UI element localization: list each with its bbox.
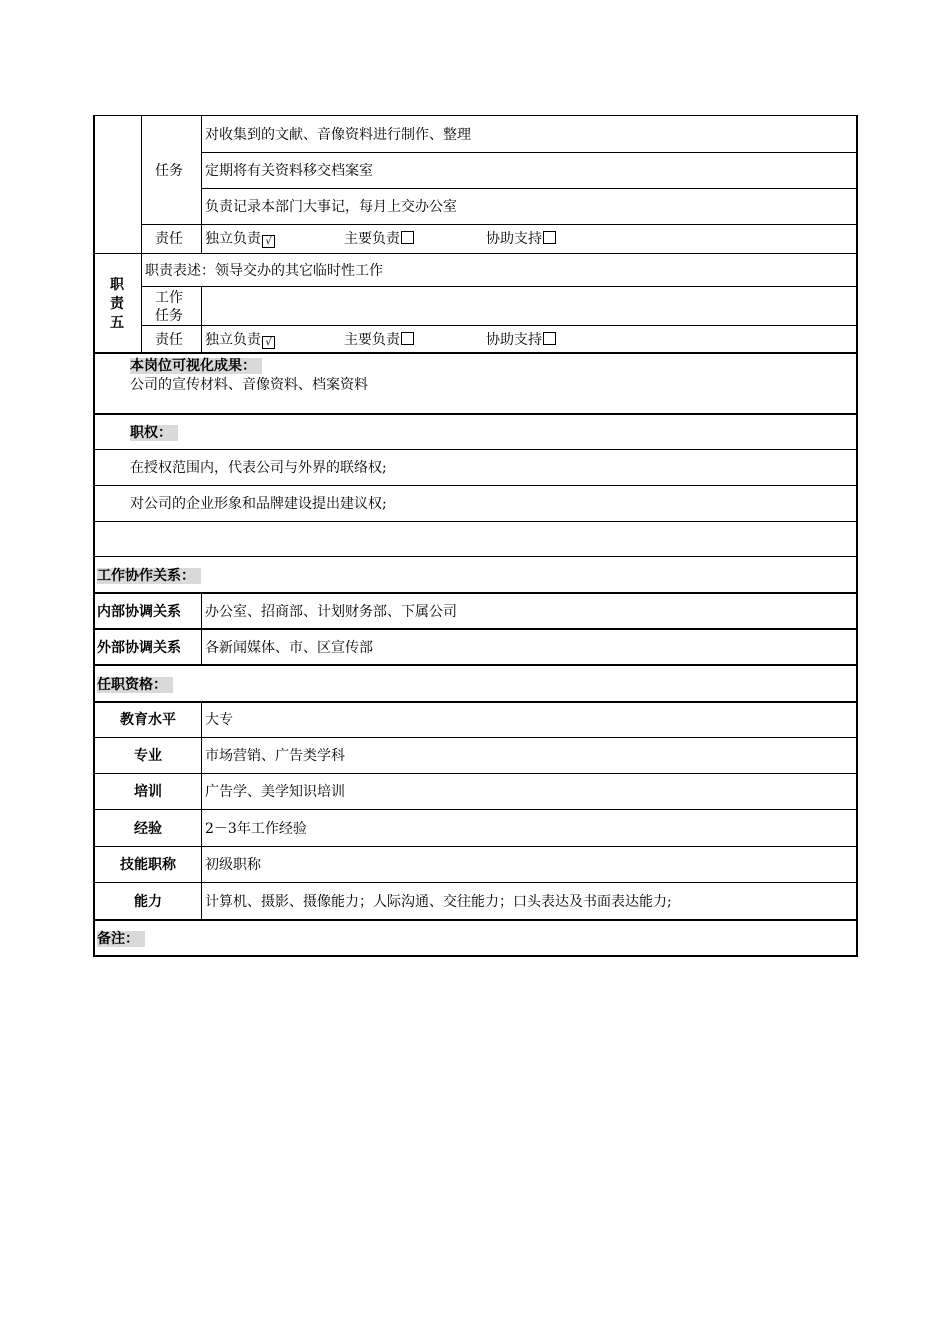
authority-item-2: 对公司的企业形象和品牌建设提出建议权; xyxy=(130,496,387,512)
qual-row-line-5 xyxy=(93,882,857,883)
resp-assist xyxy=(486,230,556,248)
qual-label-experience: 经验 xyxy=(134,821,162,837)
qual-row-line-4 xyxy=(93,846,857,847)
unchecked-box[interactable] xyxy=(543,332,556,345)
duty-five-desc-line xyxy=(141,286,857,287)
table-right-border xyxy=(856,115,858,957)
five-resp-independent-label: 独立负责 xyxy=(205,332,261,348)
five-resp-main-label: 主要负责 xyxy=(344,332,400,348)
checked-box[interactable]: √ xyxy=(262,235,275,248)
label-column-divider-five xyxy=(201,286,202,353)
unchecked-box[interactable] xyxy=(401,332,414,345)
table-top-border xyxy=(141,115,857,116)
qualification-column-divider xyxy=(201,701,202,919)
remarks-heading-text: 备注： xyxy=(97,931,145,947)
responsibility-label: 责任 xyxy=(155,231,183,247)
cooperation-heading xyxy=(97,567,201,585)
resp-independent xyxy=(205,230,275,248)
qualification-heading-text: 任职资格： xyxy=(97,677,173,693)
duty-five-title-text: 职责五 xyxy=(110,277,124,331)
qualification-heading xyxy=(97,676,173,694)
task-item-2: 定期将有关资料移交档案室 xyxy=(205,163,373,179)
qual-end-line xyxy=(93,919,858,921)
label-column-divider-top xyxy=(201,115,202,253)
cooperation-heading-text: 工作协作关系： xyxy=(97,568,201,584)
qual-label-education: 教育水平 xyxy=(120,712,176,728)
internal-coordination-value: 办公室、招商部、计划财务部、下属公司 xyxy=(205,604,457,620)
unchecked-box[interactable] xyxy=(401,231,414,244)
qual-value-experience: 2－3年工作经验 xyxy=(205,821,307,837)
qual-row-line-3 xyxy=(93,809,857,810)
work-task-label-1: 工作 xyxy=(155,290,183,306)
task-item-1: 对收集到的文献、音像资料进行制作、整理 xyxy=(205,127,471,143)
visual-results-heading xyxy=(130,357,262,375)
duty-section-end-line xyxy=(93,352,858,354)
duty-five-task-line xyxy=(141,325,857,326)
visual-results-end-line xyxy=(93,413,858,415)
qual-row-line-1 xyxy=(93,737,857,738)
table-bottom-border xyxy=(93,955,858,957)
five-resp-independent xyxy=(205,331,275,349)
duty-four-end-line xyxy=(93,253,857,254)
qual-value-education: 大专 xyxy=(205,712,233,728)
qual-value-training: 广告学、美学知识培训 xyxy=(205,784,345,800)
authority-heading-text: 职权： xyxy=(130,425,178,441)
task-item-3: 负责记录本部门大事记，每月上交办公室 xyxy=(205,199,457,215)
task-row-line-2 xyxy=(201,188,857,189)
qual-label-ability: 能力 xyxy=(134,894,162,910)
qual-label-major: 专业 xyxy=(134,748,162,764)
duty-five-title xyxy=(107,276,127,333)
five-resp-assist xyxy=(486,331,556,349)
qualification-heading-line xyxy=(93,701,858,703)
qual-value-ability: 计算机、摄影、摄像能力；人际沟通、交往能力；口头表达及书面表达能力; xyxy=(205,894,672,910)
cooperation-end-line xyxy=(93,664,858,666)
cooperation-row-line xyxy=(93,628,858,630)
resp-assist-label: 协助支持 xyxy=(486,231,542,247)
resp-independent-label: 独立负责 xyxy=(205,231,261,247)
authority-row-line-1 xyxy=(93,485,857,486)
resp-main xyxy=(344,230,414,248)
visual-results-heading-text: 本岗位可视化成果： xyxy=(130,358,262,374)
task-row-line-3 xyxy=(141,224,857,225)
duty-column-divider xyxy=(141,115,142,353)
resp-main-label: 主要负责 xyxy=(344,231,400,247)
authority-heading-line xyxy=(93,449,857,450)
duty-five-description: 职责表述：领导交办的其它临时性工作 xyxy=(145,263,383,279)
authority-heading xyxy=(130,424,178,442)
cooperation-heading-line xyxy=(93,592,858,594)
task-row-line-1 xyxy=(201,152,857,153)
internal-coordination-label: 内部协调关系 xyxy=(97,604,181,620)
table-top-left-border xyxy=(93,115,141,116)
five-resp-main xyxy=(344,331,414,349)
checked-box[interactable]: √ xyxy=(262,336,275,349)
work-task-label-2: 任务 xyxy=(155,308,183,324)
task-label: 任务 xyxy=(155,163,183,179)
duty-five-responsibility-label: 责任 xyxy=(155,332,183,348)
visual-results-content: 公司的宣传材料、音像资料、档案资料 xyxy=(130,377,368,393)
external-coordination-label: 外部协调关系 xyxy=(97,640,181,656)
five-resp-assist-label: 协助支持 xyxy=(486,332,542,348)
qual-label-training: 培训 xyxy=(134,784,162,800)
external-coordination-value: 各新闻媒体、市、区宣传部 xyxy=(205,640,373,656)
authority-row-line-2 xyxy=(93,521,857,522)
unchecked-box[interactable] xyxy=(543,231,556,244)
qual-label-skill-title: 技能职称 xyxy=(120,857,176,873)
cooperation-column-divider xyxy=(201,592,202,664)
authority-item-1: 在授权范围内，代表公司与外界的联络权; xyxy=(130,460,387,476)
qual-row-line-2 xyxy=(93,773,857,774)
qual-value-major: 市场营销、广告类学科 xyxy=(205,748,345,764)
authority-row-line-3 xyxy=(93,556,857,557)
qual-value-skill-title: 初级职称 xyxy=(205,857,261,873)
remarks-heading xyxy=(97,930,145,948)
